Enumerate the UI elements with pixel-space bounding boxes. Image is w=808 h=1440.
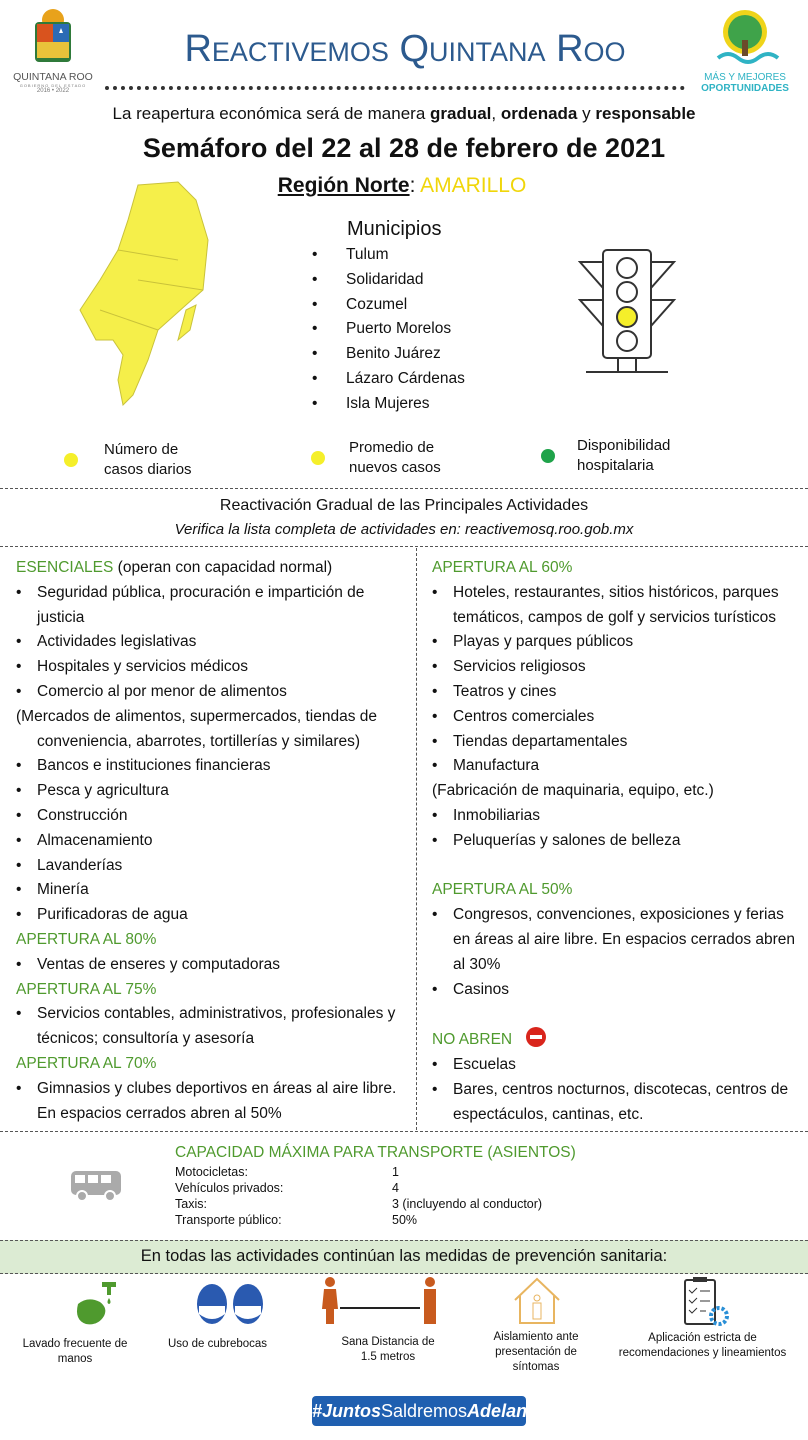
- home-isolation-icon: [512, 1276, 562, 1326]
- activity-note: (Fabricación de maquinaria, equipo, etc.): [432, 782, 714, 800]
- municipios-list: [312, 243, 465, 417]
- section-heading: [16, 1052, 412, 1077]
- activity-item: • Lavanderías: [16, 854, 412, 879]
- transport-title: CAPACIDAD MÁXIMA PARA TRANSPORTE (ASIENTOS): [175, 1144, 576, 1161]
- municipio-item: • Lázaro Cárdenas: [312, 367, 465, 392]
- transport-row: [175, 1212, 575, 1228]
- left-activities-column: [16, 556, 412, 1126]
- campaign-logo: [700, 10, 790, 94]
- intro-ordenada: ordenada: [500, 104, 578, 123]
- region-label: Región Norte: [277, 174, 410, 197]
- hashtag-badge: [312, 1396, 544, 1426]
- activity-item: • Centros comerciales: [432, 705, 802, 730]
- activity-item: • Bancos e instituciones financieras: [16, 754, 412, 779]
- municipio-item: • Benito Juárez: [312, 342, 465, 367]
- campaign-logo-line1: MÁS Y MEJORES: [704, 72, 786, 83]
- prevention-label: Aislamiento ante presentación de síntomas: [493, 1331, 579, 1373]
- section-heading: [432, 878, 802, 903]
- activity-item: • Actividades legislativas: [16, 630, 412, 655]
- section-heading: [432, 556, 802, 581]
- hashtag-part: Adelante: [467, 1401, 544, 1421]
- section-heading: [432, 1027, 802, 1053]
- activity-item: • Escuelas: [432, 1053, 802, 1078]
- municipio-item: • Tulum: [312, 243, 465, 268]
- activity-item: • Servicios contables, administrativos, profesionales y técnicos; consultoría y asesoría: [16, 1002, 412, 1052]
- indicator-hospital: [541, 436, 670, 476]
- face-mask-icon: [195, 1282, 267, 1326]
- activity-note: (Mercados de alimentos, supermercados, tiendas de conveniencia, abarrotes, tortillerías y similares): [16, 707, 377, 750]
- transport-row: [175, 1164, 575, 1180]
- activity-item: • Purificadoras de agua: [16, 903, 412, 928]
- indicator-daily-cases: [64, 440, 192, 480]
- activity-item: • Bares, centros nocturnos, discotecas, centros de espectáculos, cantinas, etc.: [432, 1078, 802, 1128]
- section-heading-label: APERTURA AL 80%: [16, 930, 157, 948]
- indicator-label: hospitalaria: [577, 457, 654, 474]
- prevention-title: En todas las actividades continúan las medidas de prevención sanitaria:: [140, 1247, 668, 1265]
- prevention-label: Lavado frecuente de manos: [22, 1338, 128, 1365]
- dashed-divider: [0, 488, 808, 489]
- intro-pre: La reapertura económica será de manera: [112, 104, 430, 123]
- municipio-item: • Puerto Morelos: [312, 317, 465, 342]
- indicator-label: nuevos casos: [349, 459, 441, 476]
- indicator-dot-yellow: [64, 453, 78, 467]
- transport-row: [175, 1196, 575, 1212]
- indicator-dot-yellow: [311, 451, 325, 465]
- municipio-item: • Isla Mujeres: [312, 392, 465, 417]
- activity-item: • Congresos, convenciones, exposiciones y ferias en áreas al aire libre. En espacios cerrados abren al 30%: [432, 903, 802, 977]
- section-heading-label: NO ABREN: [432, 1031, 513, 1049]
- intro-gradual: gradual: [430, 104, 492, 123]
- spacer: [432, 1002, 802, 1027]
- bus-icon: [70, 1170, 122, 1202]
- activity-item: • Almacenamiento: [16, 829, 412, 854]
- section-heading: [16, 928, 412, 953]
- activity-item: • Gimnasios y clubes deportivos en áreas al aire libre. En espacios cerrados abren al 50%: [16, 1077, 412, 1127]
- indicator-label: Número de: [104, 441, 179, 458]
- state-logo-sub: GOBIERNO DEL ESTADO: [19, 83, 87, 88]
- section-heading-label: ESENCIALES: [16, 559, 114, 576]
- section-heading: [16, 556, 412, 581]
- intro-responsable: responsable: [595, 104, 696, 123]
- activity-item: • Servicios religiosos: [432, 655, 802, 680]
- state-logo-text: QUINTANA ROO: [13, 71, 93, 83]
- indicator-label: Promedio de: [349, 439, 435, 456]
- region-color: AMARILLO: [420, 174, 527, 197]
- spacer: [432, 854, 802, 879]
- coat-of-arms-icon: [31, 8, 75, 66]
- tree-icon: [710, 10, 780, 68]
- activity-item: • Manufactura: [432, 754, 802, 779]
- hashtag-part: Saldremos: [381, 1401, 468, 1421]
- indicator-new-cases: [311, 438, 441, 478]
- indicator-label: casos diarios: [104, 461, 192, 478]
- activity-item: • Construcción: [16, 804, 412, 829]
- intro-sep2: y: [577, 104, 596, 123]
- indicator-dot-green: [541, 449, 555, 463]
- prevention-label: Aplicación estricta de recomendaciones y lineamientos: [618, 1332, 787, 1359]
- dashed-divider: [0, 1131, 808, 1132]
- section-heading-label: APERTURA AL 70%: [16, 1054, 157, 1072]
- state-logo: [8, 8, 98, 93]
- transport-type: Vehículos privados:: [175, 1181, 284, 1195]
- social-distance-icon: [320, 1276, 442, 1326]
- section-heading: [16, 978, 412, 1003]
- activity-item: • Ventas de enseres y computadoras: [16, 953, 412, 978]
- activity-item: • Seguridad pública, procuración e impartición de justicia: [16, 581, 412, 631]
- indicator-label: Disponibilidad: [577, 437, 671, 454]
- traffic-light-icon: [578, 248, 678, 378]
- activity-item: • Hoteles, restaurantes, sitios históricos, parques temáticos, campos de golf y servicios turísticos: [432, 581, 802, 631]
- transport-type: Motocicletas:: [175, 1165, 248, 1179]
- column-divider: [416, 548, 417, 1130]
- transport-capacity: 1: [392, 1165, 399, 1179]
- municipio-item: • Cozumel: [312, 293, 465, 318]
- section-heading-note: (operan con capacidad normal): [113, 559, 333, 576]
- activity-item: • Minería: [16, 878, 412, 903]
- region-map: [78, 180, 218, 410]
- municipio-item: • Solidaridad: [312, 268, 465, 293]
- activity-item: • Hospitales y servicios médicos: [16, 655, 412, 680]
- activity-item: • Playas y parques públicos: [432, 630, 802, 655]
- section-heading-label: APERTURA AL 50%: [432, 881, 573, 899]
- activity-item: • Peluquerías y salones de belleza: [432, 829, 802, 854]
- section-heading-label: APERTURA AL 60%: [432, 559, 573, 576]
- dashed-divider: [0, 546, 808, 547]
- prevention-label: Sana Distancia de 1.5 metros: [341, 1336, 435, 1363]
- handwashing-icon: [74, 1280, 124, 1328]
- region-sep: :: [409, 174, 421, 197]
- activity-item: • Teatros y cines: [432, 680, 802, 705]
- state-logo-years: 2016 • 2022: [36, 88, 70, 94]
- transport-capacity: 4: [392, 1181, 399, 1195]
- reactivacion-title: Reactivación Gradual de las Principales Actividades: [219, 497, 589, 514]
- section-heading-label: APERTURA AL 75%: [16, 980, 157, 998]
- activity-item: • Inmobiliarias: [432, 804, 802, 829]
- dotted-divider: [105, 86, 685, 90]
- municipios-title: Municipios: [347, 218, 442, 240]
- verify-link-text: Verifica la lista completa de actividades en: reactivemosq.roo.gob.mx: [174, 521, 634, 538]
- activity-item: • Comercio al por menor de alimentos: [16, 680, 412, 705]
- transport-capacity: 50%: [392, 1213, 418, 1227]
- transport-table: [175, 1164, 575, 1228]
- prevention-label: Uso de cubrebocas: [167, 1338, 268, 1350]
- transport-type: Transporte público:: [175, 1213, 282, 1227]
- no-entry-icon: [526, 1027, 546, 1047]
- intro-text: [0, 104, 808, 124]
- intro-sep: ,: [491, 104, 501, 123]
- transport-row: [175, 1180, 575, 1196]
- activity-item: • Tiendas departamentales: [432, 730, 802, 755]
- transport-capacity: 3 (incluyendo al conductor): [392, 1197, 543, 1211]
- page-title: Reactivemos Quintana Roo: [184, 28, 626, 70]
- activity-item: • Casinos: [432, 978, 802, 1003]
- transport-type: Taxis:: [175, 1197, 207, 1211]
- hashtag-part: #Juntos: [312, 1401, 382, 1421]
- semaforo-title: Semáforo del 22 al 28 de febrero de 2021: [142, 133, 666, 163]
- right-activities-column: [432, 556, 802, 1127]
- campaign-logo-line2: OPORTUNIDADES: [701, 83, 789, 94]
- activity-item: • Pesca y agricultura: [16, 779, 412, 804]
- checklist-gear-icon: [683, 1276, 733, 1328]
